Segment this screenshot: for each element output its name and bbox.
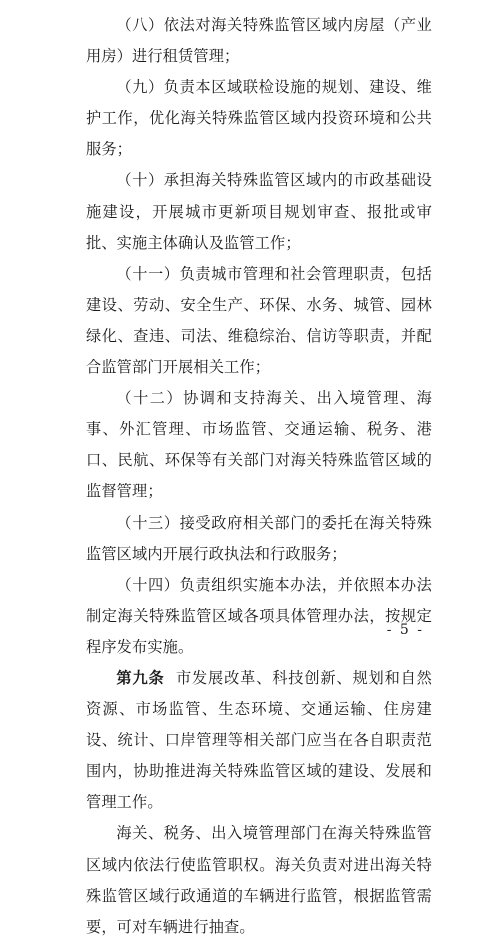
paragraph-item-12 — [86, 383, 432, 507]
paragraph-item-9 — [86, 72, 432, 165]
paragraph-item-11 — [86, 259, 432, 383]
article-9-paragraph — [86, 663, 432, 818]
page-number: - 5 - — [386, 622, 424, 638]
customs-paragraph — [86, 818, 432, 942]
paragraph-text: （八）依法对海关特殊监管区域内房屋（产业用房）进行租赁管理； — [86, 16, 432, 66]
paragraph-text: 海关、税务、出入境管理部门在海关特殊监管区域内依法行使监管职权。海关负责对进出海关特殊监管区域行政通道的车辆进行监管，根据监管需要，可对车辆进行抽查。 — [86, 824, 432, 936]
paragraph-item-14 — [86, 570, 432, 663]
paragraph-item-10 — [86, 165, 432, 258]
paragraph-item-13 — [86, 508, 432, 570]
paragraph-item-8 — [86, 10, 432, 72]
paragraph-text: （十）承担海关特殊监管区域内的市政基础设施建设，开展城市更新项目规划审查、报批或审批、实施主体确认及监管工作； — [86, 171, 432, 252]
article-number: 第九条 — [116, 668, 165, 687]
paragraph-text: （九）负责本区域联检设施的规划、建设、维护工作，优化海关特殊监管区域内投资环境和公共服务； — [86, 78, 432, 159]
document-body — [86, 10, 432, 943]
paragraph-text: （十三）接受政府相关部门的委托在海关特殊监管区域内开展行政执法和行政服务； — [86, 513, 432, 563]
paragraph-text: （十四）负责组织实施本办法，并依照本办法制定海关特殊监管区域各项具体管理办法，按规定程序发布实施。 — [86, 575, 432, 656]
paragraph-text: （十二）协调和支持海关、出入境管理、海事、外汇管理、市场监管、交通运输、税务、港口、民航、环保等有关部门对海关特殊监管区域的监督管理； — [86, 389, 432, 501]
paragraph-text: 市发展改革、科技创新、规划和自然资源、市场监管、生态环境、交通运输、住房建设、统计、口岸管理等相关部门应当在各自职责范围内，协助推进海关特殊监管区域的建设、发展和管理工作。 — [86, 668, 433, 812]
paragraph-text: （十一）负责城市管理和社会管理职责，包括建设、劳动、安全生产、环保、水务、城管、园林绿化、查违、司法、维稳综治、信访等职责，并配合监管部门开展相关工作； — [86, 264, 432, 377]
